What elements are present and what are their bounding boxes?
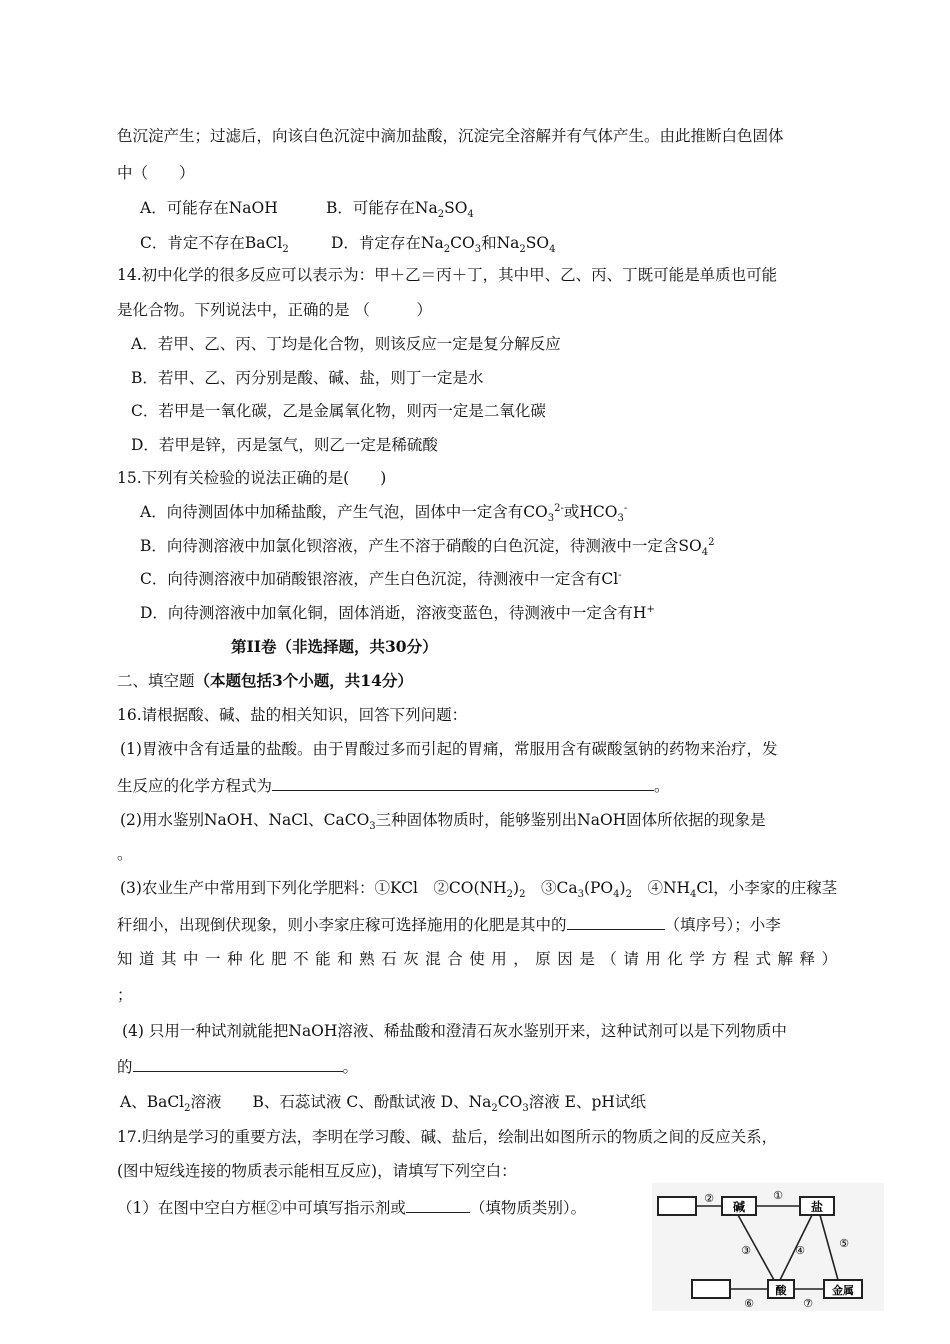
salt-label: 盐 [810, 1200, 824, 1214]
q15-stem: 15.下列有关检验的说法正确的是( ) [117, 469, 387, 487]
q16-part2-line1: (2)用水鉴别NaOH、NaCl、CaCO$_3$三种固体物质时，能够鉴别出NaOH固体所依据的现象是 [120, 811, 766, 833]
marker-6: ⑥ [744, 1297, 754, 1310]
answer-blank[interactable] [567, 913, 665, 930]
acid-label: 酸 [775, 1284, 787, 1297]
marker-4: ④ [795, 1244, 805, 1257]
q13-option-d: D．肯定存在$Na_2CO_3$和$Na_2SO_4$ [331, 234, 556, 256]
q14-option-b: B．若甲、乙、丙分别是酸、碱、盐，则丁一定是水 [131, 369, 484, 387]
q16-part4-options: A、BaCl$_2$溶液 B、石蕊试液 C、酚酞试液 D、$Na_2CO_3$溶液 E、pH试纸 [120, 1093, 646, 1115]
q14-stem-line2: 是化合物。下列说法中，正确的是 （ ） [117, 301, 432, 319]
q17-part1: （1）在图中空白方框②中可填写指示剂或 （填物质类别）。 [117, 1196, 586, 1219]
q16-part1-line2: 生反应的化学方程式为 。 [117, 774, 670, 797]
q16-part3-line2: 秆细小，出现倒伏现象，则小李家庄稼可选择施用的化肥是其中的 （填序号）；小李 [117, 913, 781, 936]
blank-box-2[interactable] [658, 1197, 696, 1215]
q16-part3-line3: 知道其中一种化肥不能和熟石灰混合使用，原因是（请用化学方程式解释） [117, 950, 837, 968]
marker-5: ⑤ [839, 1237, 849, 1250]
base-label: 碱 [732, 1200, 746, 1214]
marker-2: ② [704, 1192, 714, 1205]
q14-option-d: D．若甲是锌，丙是氢气，则乙一定是稀硫酸 [131, 436, 438, 454]
q15-option-a: A．向待测固体中加稀盐酸，产生气泡，固体中一定含有$CO_3^{2-}$或$HCO_3^-$ [140, 502, 628, 525]
blank-box-6[interactable] [692, 1280, 730, 1298]
q16-stem: 16.请根据酸、碱、盐的相关知识，回答下列问题： [117, 706, 468, 724]
q14-stem-line1: 14.初中化学的很多反应可以表示为：甲＋乙＝丙＋丁，其中甲、乙、丙、丁既可能是单质也可能 [117, 266, 778, 284]
q15-option-b: B．向待测溶液中加氯化钡溶液，产生不溶于硝酸的白色沉淀，待测液中一定含$SO_4^2$ [140, 536, 715, 559]
q13-stem-line2: 中（ ） [117, 164, 195, 182]
q16-part2-line2: 。 [117, 845, 133, 863]
q16-part1-line1: (1)胃液中含有适量的盐酸。由于胃酸过多而引起的胃痛，常服用含有碳酸氢钠的药物来治疗，发 [120, 740, 778, 758]
q13-option-b: B．可能存在$Na_2SO_4$ [326, 199, 474, 221]
answer-blank[interactable] [272, 774, 654, 791]
marker-3: ③ [741, 1244, 751, 1257]
q17-stem-line2: (图中短线连接的物质表示能相互反应)，请填写下列空白： [117, 1162, 517, 1180]
q16-part3-line4: ； [117, 986, 133, 1004]
reaction-diagram [652, 1183, 884, 1311]
q13-option-a: A．可能存在NaOH [140, 199, 278, 217]
q13-option-c: C．肯定不存在BaCl$_2$ [140, 234, 289, 256]
q15-option-d: D．向待测溶液中加氧化铜，固体消逝，溶液变蓝色，待测液中一定含有H+ [140, 603, 655, 622]
marker-1: ① [773, 1189, 783, 1202]
answer-blank[interactable] [406, 1196, 470, 1213]
q13-stem-line1: 色沉淀产生；过滤后，向该白色沉淀中滴加盐酸，沉淀完全溶解并有气体产生。由此推断白色固体 [117, 127, 784, 145]
section-heading: 二、填空题（本题包括3个小题，共14分） [117, 671, 413, 690]
q16-part4-line2: 的 。 [117, 1055, 358, 1078]
q14-option-c: C．若甲是一氧化碳，乙是金属氧化物，则丙一定是二氧化碳 [131, 402, 546, 420]
q14-option-a: A．若甲、乙、丙、丁均是化合物，则该反应一定是复分解反应 [131, 335, 561, 353]
q15-option-c: C．向待测溶液中加硝酸银溶液，产生白色沉淀，待测液中一定含有Cl- [140, 569, 622, 588]
metal-label: 金属 [832, 1284, 854, 1297]
q16-part3-line1: (3)农业生产中常用到下列化学肥料：①KCl $②CO(NH_2)_2$ $③Ca_3(PO_4)_2$ $④NH_4Cl$，小李家的庄稼茎 [120, 879, 838, 901]
marker-7: ⑦ [803, 1297, 813, 1310]
answer-blank[interactable] [133, 1055, 343, 1072]
part2-title: 第II卷（非选择题，共30分） [231, 637, 438, 656]
q16-part4-line1: (4) 只用一种试剂就能把NaOH溶液、稀盐酸和澄清石灰水鉴别开来，这种试剂可以是下列物质中 [122, 1022, 787, 1040]
q17-stem-line1: 17.归纳是学习的重要方法，李明在学习酸、碱、盐后，绘制出如图所示的物质之间的反应关系， [117, 1128, 778, 1146]
